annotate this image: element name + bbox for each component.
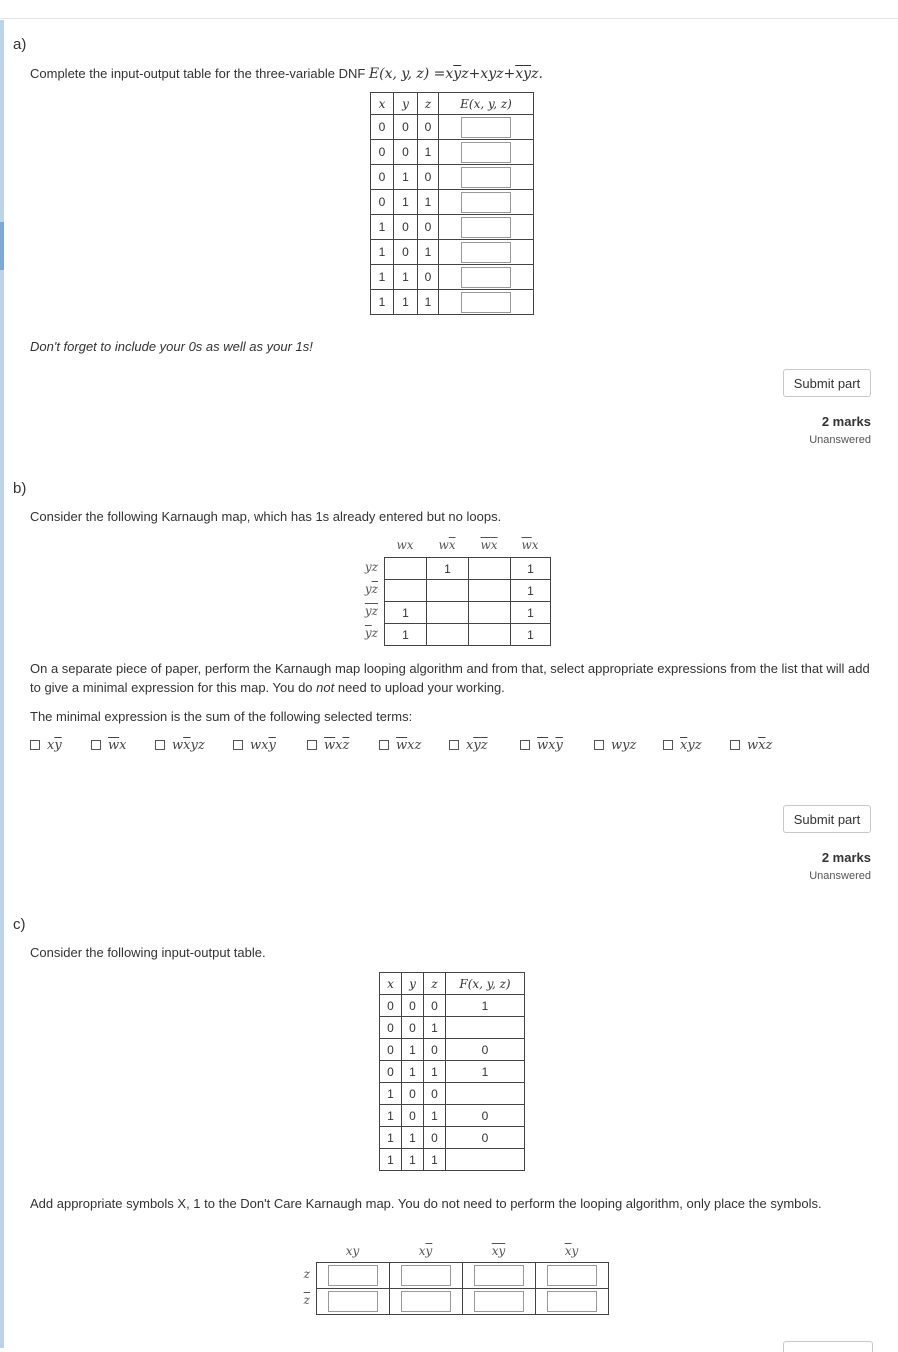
- part-b-intro: Consider the following Karnaugh map, which has 1s already entered but no loops.: [30, 509, 502, 524]
- term-option[interactable]: [449, 735, 488, 755]
- table-cell: 1: [394, 190, 418, 215]
- kmap-column-header-symbol: $\overline{w}$: [480, 538, 491, 552]
- kmap-row-header: [338, 582, 378, 596]
- kmap-row-header: [270, 1267, 310, 1281]
- answer-input[interactable]: [461, 142, 511, 163]
- part-c-table-header-row: [380, 973, 525, 995]
- kmap-row-header-symbol: $\overline{z}$: [371, 582, 378, 596]
- top-divider: [0, 18, 898, 19]
- kmap-row: [385, 580, 551, 602]
- kmap-cell: 1: [385, 624, 427, 646]
- kmap-cell: [469, 602, 511, 624]
- part-b-instruction: [30, 659, 875, 697]
- term-label: [537, 738, 563, 753]
- table-cell: 0: [371, 115, 394, 140]
- part-a-truth-table: [370, 92, 534, 315]
- table-cell: 1: [402, 1127, 424, 1149]
- table-cell: 0: [402, 1083, 424, 1105]
- part-a-header-y: y: [394, 93, 418, 115]
- table-cell: 1: [394, 265, 418, 290]
- kmap-cell: [469, 558, 511, 580]
- part-a-expression-symbol: $\overline{y}$: [453, 66, 462, 82]
- table-cell: 0: [418, 165, 439, 190]
- part-b-marks: 2 marks: [821, 850, 871, 865]
- term-label-symbol: $\overline{w}$: [396, 737, 408, 753]
- term-option[interactable]: [30, 735, 62, 755]
- term-label-symbol: $\overline{w}$: [537, 737, 549, 753]
- kmap-cell-input[interactable]: [474, 1265, 524, 1286]
- part-b-sum-label: The minimal expression is the sum of the following selected terms:: [30, 709, 413, 724]
- part-c-intro: Consider the following input-output table.: [30, 945, 266, 960]
- term-label-symbol: y: [622, 737, 630, 753]
- kmap-cell: 1: [511, 602, 551, 624]
- kmap-row-header-symbol: $\overline{z}$: [371, 604, 378, 618]
- table-cell: 0: [371, 165, 394, 190]
- table-cell: 0: [402, 1017, 424, 1039]
- part-c-header-x: x: [380, 973, 402, 995]
- kmap-cell: [390, 1289, 463, 1315]
- table-cell: 0: [424, 1127, 446, 1149]
- part-a-expression-symbol: z.: [531, 66, 543, 82]
- term-label-symbol: w: [611, 737, 623, 753]
- part-c-letter: c): [13, 916, 26, 933]
- term-label: [108, 738, 126, 753]
- table-cell: 0: [418, 115, 439, 140]
- kmap-row-header-symbol: y: [364, 560, 372, 574]
- part-a-letter: a): [13, 36, 27, 53]
- output-cell: 0: [446, 1039, 525, 1061]
- answer-cell: [439, 290, 534, 315]
- term-label-symbol: w: [747, 737, 759, 753]
- table-cell: 0: [394, 240, 418, 265]
- part-a-expression-symbol: x: [445, 66, 454, 82]
- output-cell: [446, 1017, 525, 1039]
- table-cell: 0: [402, 1105, 424, 1127]
- table-row: [380, 1061, 525, 1083]
- table-cell: 0: [380, 1039, 402, 1061]
- kmap-row: [385, 624, 551, 646]
- table-row: [380, 1127, 525, 1149]
- kmap-column-header-symbol: x: [531, 538, 539, 552]
- output-cell: 0: [446, 1127, 525, 1149]
- kmap-cell: [427, 624, 469, 646]
- kmap-column-header-symbol: $\overline{x}$: [491, 1244, 499, 1258]
- table-row: [380, 995, 525, 1017]
- kmap-column-header-symbol: x: [345, 1244, 353, 1258]
- kmap-column-header: [427, 538, 467, 552]
- kmap-column-header: [552, 1244, 592, 1258]
- part-c-header-y: y: [402, 973, 424, 995]
- term-label: [680, 738, 702, 753]
- part-a-table-header-row: [371, 93, 534, 115]
- term-checkbox[interactable]: [233, 740, 243, 750]
- part-a-prompt-text: Complete the input-output table for the three-variable DNF: [30, 66, 366, 81]
- kmap-row-header: [270, 1293, 310, 1307]
- kmap-cell-input[interactable]: [547, 1265, 597, 1286]
- table-cell: 0: [424, 995, 446, 1017]
- term-label-symbol: $\overline{z}$: [342, 737, 350, 753]
- term-label: [47, 738, 62, 753]
- question-left-bar-accent: [0, 222, 4, 270]
- term-label-symbol: $\overline{y}$: [54, 737, 62, 753]
- kmap-cell: [427, 602, 469, 624]
- part-a-submit-button[interactable]: Submit part: [783, 369, 871, 397]
- term-option[interactable]: [520, 735, 563, 755]
- answer-input[interactable]: [461, 267, 511, 288]
- table-row: [371, 165, 534, 190]
- kmap-cell: [463, 1289, 536, 1315]
- term-label-symbol: $\overline{x}$: [183, 737, 191, 753]
- term-label: [172, 738, 205, 753]
- answer-cell: [439, 265, 534, 290]
- term-label: [747, 738, 772, 753]
- table-cell: 1: [424, 1105, 446, 1127]
- kmap-row-header-symbol: $\overline{y}$: [364, 626, 372, 640]
- table-cell: 0: [418, 265, 439, 290]
- kmap-row: [317, 1289, 609, 1315]
- part-b-letter: b): [13, 480, 27, 497]
- kmap-row-header: [338, 560, 378, 574]
- kmap-column-header: [469, 538, 509, 552]
- question-left-bar: [0, 20, 4, 1348]
- kmap-row-header-symbol: z: [371, 560, 378, 574]
- kmap-column-header-symbol: $\overline{x}$: [564, 1244, 572, 1258]
- kmap-row: [385, 558, 551, 580]
- kmap-column-header: [479, 1244, 519, 1258]
- table-cell: 1: [402, 1039, 424, 1061]
- kmap-column-header-symbol: w: [438, 538, 449, 552]
- part-b-instruction-emphasis: not: [316, 680, 335, 695]
- kmap-column-header-symbol: $\overline{w}$: [521, 538, 532, 552]
- term-checkbox[interactable]: [307, 740, 317, 750]
- kmap-cell-input[interactable]: [401, 1291, 451, 1312]
- answer-cell: [439, 240, 534, 265]
- part-a-note: Don't forget to include your 0s as well as your 1s!: [30, 339, 313, 354]
- kmap-row: [317, 1263, 609, 1289]
- term-label-symbol: x: [261, 737, 269, 753]
- term-label-symbol: $\overline{x}$: [758, 737, 766, 753]
- term-label-symbol: $\overline{z}$: [480, 737, 488, 753]
- term-label-symbol: z: [414, 737, 422, 753]
- answer-input[interactable]: [461, 192, 511, 213]
- table-cell: 1: [418, 290, 439, 315]
- term-label-symbol: $\overline{y}$: [555, 737, 563, 753]
- term-option[interactable]: [307, 735, 349, 755]
- term-label: [611, 738, 636, 753]
- table-row: [371, 265, 534, 290]
- kmap-cell: [317, 1263, 390, 1289]
- table-cell: 0: [394, 140, 418, 165]
- table-cell: 1: [424, 1061, 446, 1083]
- table-row: [371, 215, 534, 240]
- part-b-status: Unanswered: [809, 870, 871, 882]
- answer-input[interactable]: [461, 167, 511, 188]
- term-label-symbol: z: [694, 737, 702, 753]
- term-checkbox[interactable]: [30, 740, 40, 750]
- output-cell: 1: [446, 1061, 525, 1083]
- table-cell: 1: [402, 1149, 424, 1171]
- part-a-expression-symbol: $\overline{x}$: [515, 66, 524, 82]
- kmap-cell: [469, 580, 511, 602]
- table-row: [371, 190, 534, 215]
- term-option[interactable]: [730, 735, 772, 755]
- kmap-cell-input[interactable]: [547, 1291, 597, 1312]
- term-label: [250, 738, 276, 753]
- term-label-symbol: $\overline{w}$: [108, 737, 120, 753]
- table-row: [380, 1149, 525, 1171]
- kmap-cell: [536, 1263, 609, 1289]
- part-c-header-z: z: [424, 973, 446, 995]
- table-cell: 1: [380, 1127, 402, 1149]
- kmap-column-header-symbol: y: [352, 1244, 360, 1258]
- part-a-header-x: x: [371, 93, 394, 115]
- kmap-cell: [390, 1263, 463, 1289]
- part-a-header-e: E(x, y, z): [439, 93, 534, 115]
- kmap-cell: 1: [385, 602, 427, 624]
- kmap-cell-input[interactable]: [401, 1265, 451, 1286]
- table-cell: 1: [418, 140, 439, 165]
- table-row: [380, 1083, 525, 1105]
- table-row: [380, 1039, 525, 1061]
- answer-cell: [439, 190, 534, 215]
- table-row: [371, 240, 534, 265]
- part-a-expression-symbol: z+xyz+: [461, 66, 516, 82]
- kmap-column-header-symbol: $\overline{y}$: [498, 1244, 506, 1258]
- term-label-symbol: y: [190, 737, 198, 753]
- kmap-column-header-symbol: w: [396, 538, 407, 552]
- term-label-symbol: x: [548, 737, 556, 753]
- part-c-truth-table: [379, 972, 525, 1171]
- table-cell: 0: [380, 995, 402, 1017]
- answer-cell: [439, 140, 534, 165]
- kmap-column-header-symbol: x: [418, 1244, 426, 1258]
- kmap-row: [385, 602, 551, 624]
- table-cell: 1: [402, 1061, 424, 1083]
- table-cell: 1: [394, 290, 418, 315]
- part-b-instruction-post: need to upload your working.: [334, 680, 505, 695]
- term-option[interactable]: [155, 735, 205, 755]
- answer-cell: [439, 115, 534, 140]
- table-cell: 0: [380, 1017, 402, 1039]
- table-row: [371, 115, 534, 140]
- table-cell: 0: [424, 1083, 446, 1105]
- kmap-cell-input[interactable]: [328, 1291, 378, 1312]
- term-label-symbol: $\overline{w}$: [324, 737, 336, 753]
- part-b-submit-button[interactable]: Submit part: [783, 805, 871, 833]
- term-checkbox[interactable]: [379, 740, 389, 750]
- answer-input[interactable]: [461, 242, 511, 263]
- table-cell: 1: [371, 240, 394, 265]
- kmap-cell-input[interactable]: [474, 1291, 524, 1312]
- answer-input[interactable]: [461, 117, 511, 138]
- output-cell: [446, 1149, 525, 1171]
- term-label-symbol: y: [687, 737, 695, 753]
- part-a-expression-symbol: $\overline{y}$: [523, 66, 532, 82]
- term-checkbox[interactable]: [91, 740, 101, 750]
- kmap-column-header: [406, 1244, 446, 1258]
- answer-cell: [439, 215, 534, 240]
- table-cell: 1: [424, 1149, 446, 1171]
- table-cell: 0: [380, 1061, 402, 1083]
- part-a-prompt: [30, 64, 543, 84]
- part-b-kmap: [384, 557, 551, 646]
- kmap-row-header-symbol: z: [303, 1267, 310, 1281]
- kmap-cell: 1: [427, 558, 469, 580]
- output-cell: 0: [446, 1105, 525, 1127]
- kmap-column-header-symbol: $\overline{x}$: [490, 538, 498, 552]
- part-a-expression: [369, 66, 543, 82]
- table-cell: 1: [424, 1017, 446, 1039]
- term-checkbox[interactable]: [594, 740, 604, 750]
- part-c-submit-button[interactable]: [783, 1341, 873, 1352]
- term-label-symbol: w: [172, 737, 184, 753]
- table-cell: 1: [371, 265, 394, 290]
- part-c-instruction: Add appropriate symbols X, 1 to the Don't Care Karnaugh map. You do not need to perform the looping algorithm, only place the symbols.: [30, 1196, 822, 1211]
- term-checkbox[interactable]: [663, 740, 673, 750]
- term-checkbox[interactable]: [155, 740, 165, 750]
- table-cell: 0: [394, 215, 418, 240]
- part-c-kmap: [316, 1262, 609, 1315]
- table-cell: 1: [418, 240, 439, 265]
- term-label: [396, 738, 421, 753]
- table-cell: 1: [394, 165, 418, 190]
- term-option[interactable]: [594, 735, 636, 755]
- term-label-symbol: w: [250, 737, 262, 753]
- kmap-cell: [427, 580, 469, 602]
- table-row: [380, 1017, 525, 1039]
- kmap-column-header-symbol: y: [571, 1244, 579, 1258]
- output-cell: [446, 1083, 525, 1105]
- part-a-expression-symbol: E(x, y, z) =: [368, 66, 446, 82]
- kmap-row-header-symbol: $\overline{y}$: [364, 604, 372, 618]
- term-label-symbol: $\overline{x}$: [680, 737, 688, 753]
- term-label-symbol: x: [47, 737, 55, 753]
- table-cell: 0: [371, 140, 394, 165]
- kmap-cell: 1: [511, 624, 551, 646]
- kmap-column-header: [510, 538, 550, 552]
- table-cell: 0: [418, 215, 439, 240]
- kmap-cell: [385, 580, 427, 602]
- answer-input[interactable]: [461, 217, 511, 238]
- table-cell: 1: [371, 215, 394, 240]
- kmap-row-header-symbol: $\overline{z}$: [303, 1293, 310, 1307]
- table-cell: 1: [380, 1149, 402, 1171]
- kmap-cell: [463, 1263, 536, 1289]
- kmap-cell: [317, 1289, 390, 1315]
- part-c-header-f: F(x, y, z): [446, 973, 525, 995]
- part-a-status: Unanswered: [809, 434, 871, 446]
- term-option[interactable]: [233, 735, 276, 755]
- table-cell: 0: [402, 995, 424, 1017]
- term-checkbox[interactable]: [730, 740, 740, 750]
- term-label-symbol: x: [335, 737, 343, 753]
- term-label-symbol: x: [407, 737, 415, 753]
- kmap-column-header-symbol: x: [406, 538, 414, 552]
- table-cell: 1: [418, 190, 439, 215]
- part-a-header-z: z: [418, 93, 439, 115]
- table-row: [380, 1105, 525, 1127]
- part-a-marks: 2 marks: [821, 414, 871, 429]
- term-option[interactable]: [663, 735, 702, 755]
- kmap-cell: [469, 624, 511, 646]
- term-label: [466, 738, 488, 753]
- table-cell: 0: [424, 1039, 446, 1061]
- answer-input[interactable]: [461, 292, 511, 313]
- table-row: [371, 140, 534, 165]
- part-b-instruction-pre: On a separate piece of paper, perform the Karnaugh map looping algorithm and from that, select appropriate expressions from the list that will add to give a minimal expression for this map. You do: [30, 661, 870, 695]
- kmap-cell: [536, 1289, 609, 1315]
- table-row: [371, 290, 534, 315]
- kmap-cell-input[interactable]: [328, 1265, 378, 1286]
- table-cell: 0: [394, 115, 418, 140]
- kmap-cell: 1: [511, 580, 551, 602]
- term-label-symbol: $\overline{y}$: [268, 737, 276, 753]
- term-label-symbol: z: [197, 737, 205, 753]
- answer-cell: [439, 165, 534, 190]
- kmap-cell: 1: [511, 558, 551, 580]
- term-label-symbol: $\overline{y}$: [473, 737, 481, 753]
- output-cell: 1: [446, 995, 525, 1017]
- kmap-cell: [385, 558, 427, 580]
- term-checkbox[interactable]: [520, 740, 530, 750]
- kmap-row-header: [338, 604, 378, 618]
- kmap-row-header-symbol: y: [364, 582, 372, 596]
- kmap-column-header: [333, 1244, 373, 1258]
- table-cell: 0: [371, 190, 394, 215]
- term-label: [324, 738, 349, 753]
- term-option[interactable]: [379, 735, 421, 755]
- term-option[interactable]: [91, 735, 126, 755]
- kmap-row-header-symbol: z: [371, 626, 378, 640]
- kmap-column-header-symbol: $\overline{y}$: [425, 1244, 433, 1258]
- term-label-symbol: x: [119, 737, 127, 753]
- term-label-symbol: z: [629, 737, 637, 753]
- kmap-row-header: [338, 626, 378, 640]
- table-cell: 1: [371, 290, 394, 315]
- kmap-column-header-symbol: $\overline{x}$: [448, 538, 456, 552]
- table-cell: 1: [380, 1105, 402, 1127]
- table-cell: 1: [380, 1083, 402, 1105]
- term-label-symbol: x: [466, 737, 474, 753]
- term-label-symbol: z: [765, 737, 773, 753]
- kmap-column-header: [385, 538, 425, 552]
- term-checkbox[interactable]: [449, 740, 459, 750]
